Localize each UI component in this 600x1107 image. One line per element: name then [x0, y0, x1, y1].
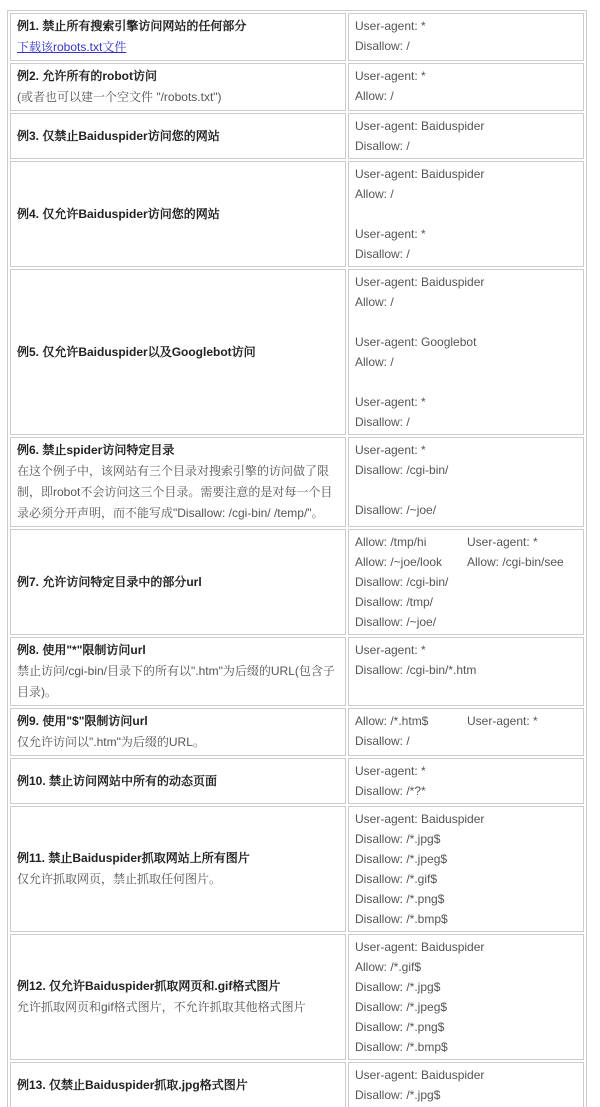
code-line: Disallow: /cgi-bin/*.htm — [355, 663, 477, 677]
table-row — [10, 63, 584, 111]
table-row — [10, 708, 584, 756]
code-line: Disallow: /*.png$ — [355, 892, 445, 906]
code-column — [355, 272, 484, 432]
table-row — [10, 529, 584, 635]
code-line: User-agent: * — [467, 535, 538, 549]
code-line: User-agent: Baiduspider — [355, 275, 485, 289]
code-line: Disallow: /~joe/ — [355, 615, 437, 629]
code-column — [355, 16, 426, 56]
code-line: Disallow: /*.jpeg$ — [355, 1000, 448, 1014]
code-line — [355, 480, 448, 500]
code-line: User-agent: Googlebot — [355, 335, 477, 349]
code-line: Disallow: / — [355, 139, 410, 153]
example-description-cell — [10, 437, 346, 527]
example-description-cell — [10, 13, 346, 61]
robots-txt-download-link[interactable]: 下载该robots.txt文件 — [17, 40, 127, 54]
code-columns — [355, 640, 577, 680]
code-line: User-agent: * — [355, 69, 426, 83]
example-description-cell — [10, 758, 346, 804]
code-line — [355, 312, 484, 332]
code-columns — [355, 440, 577, 520]
robots-code-cell — [348, 758, 584, 804]
example-description-cell — [10, 1062, 346, 1107]
code-columns — [355, 66, 577, 106]
code-column — [355, 440, 448, 520]
code-line: Disallow: / — [355, 39, 410, 53]
example-title: 例5. 仅允许Baiduspider以及Googlebot访问 — [17, 344, 256, 359]
code-columns — [355, 711, 577, 751]
table-row — [10, 1062, 584, 1107]
code-column — [355, 164, 484, 264]
robots-code-cell — [348, 113, 584, 159]
table-row — [10, 758, 584, 804]
code-line: Allow: / — [355, 295, 394, 309]
example-title: 例6. 禁止spider访问特定目录 — [17, 443, 175, 457]
robots-code-cell — [348, 63, 584, 111]
example-title: 例4. 仅允许Baiduspider访问您的网站 — [17, 206, 220, 221]
code-columns — [355, 1065, 577, 1105]
code-line: Allow: /cgi-bin/see — [467, 555, 564, 569]
example-note: (或者也可以建一个空文件 "/robots.txt") — [17, 90, 222, 104]
example-note: 禁止访问/cgi-bin/目录下的所有以".htm"为后缀的URL(包含子目录)。 — [17, 664, 335, 699]
code-line: Disallow: /cgi-bin/ — [355, 463, 449, 477]
code-column — [355, 1065, 484, 1105]
code-line: Disallow: /*.jpg$ — [355, 1088, 441, 1102]
robots-examples-table — [7, 10, 587, 1107]
table-row — [10, 437, 584, 527]
table-row — [10, 13, 584, 61]
code-line: User-agent: Baiduspider — [355, 167, 485, 181]
code-line: User-agent: * — [355, 227, 426, 241]
code-line: Disallow: /*.bmp$ — [355, 1040, 448, 1054]
code-line: User-agent: Baiduspider — [355, 940, 485, 954]
example-description-cell — [10, 269, 346, 435]
code-line: Disallow: /*?* — [355, 784, 426, 798]
example-description-cell — [10, 63, 346, 111]
example-title: 例13. 仅禁止Baiduspider抓取.jpg格式图片 — [17, 1077, 248, 1092]
code-columns — [355, 809, 577, 929]
code-line — [355, 204, 484, 224]
robots-code-cell — [348, 637, 584, 706]
robots-code-cell — [348, 437, 584, 527]
example-note: 仅允许访问以".htm"为后缀的URL。 — [17, 735, 205, 749]
example-title: 例12. 仅允许Baiduspider抓取网页和.gif格式图片 — [17, 979, 281, 993]
example-description-cell — [10, 161, 346, 267]
code-line: User-agent: Baiduspider — [355, 119, 485, 133]
example-title: 例9. 使用"$"限制访问url — [17, 714, 148, 728]
example-description-cell — [10, 708, 346, 756]
code-line: Disallow: / — [355, 247, 410, 261]
code-line: Disallow: /*.jpg$ — [355, 832, 441, 846]
example-title: 例3. 仅禁止Baiduspider访问您的网站 — [17, 128, 220, 143]
code-line: User-agent: * — [355, 764, 426, 778]
robots-code-cell — [348, 161, 584, 267]
example-description-cell — [10, 529, 346, 635]
robots-code-cell — [348, 269, 584, 435]
code-column — [355, 937, 484, 1057]
example-note: 仅允许抓取网页，禁止抓取任何图片。 — [17, 872, 222, 886]
table-row — [10, 637, 584, 706]
code-line: Disallow: / — [355, 415, 410, 429]
code-columns — [355, 164, 577, 264]
code-column — [355, 532, 467, 632]
code-column — [355, 116, 484, 156]
code-line: User-agent: * — [355, 395, 426, 409]
code-line: Allow: / — [355, 89, 394, 103]
example-title: 例11. 禁止Baiduspider抓取网站上所有图片 — [17, 851, 250, 865]
table-row — [10, 934, 584, 1060]
robots-code-cell — [348, 529, 584, 635]
example-note: 允许抓取网页和gif格式图片，不允许抓取其他格式图片 — [17, 1000, 306, 1014]
code-line: Disallow: /tmp/ — [355, 595, 434, 609]
example-title: 例10. 禁止访问网站中所有的动态页面 — [17, 773, 218, 788]
code-column — [355, 640, 476, 680]
code-column — [467, 711, 538, 731]
robots-code-cell — [348, 708, 584, 756]
code-column — [467, 532, 564, 572]
example-description-cell — [10, 934, 346, 1060]
code-line: Disallow: / — [355, 734, 410, 748]
code-line: User-agent: * — [355, 443, 426, 457]
code-line: Disallow: /~joe/ — [355, 503, 437, 517]
code-line: Disallow: /*.jpg$ — [355, 980, 441, 994]
example-note: 在这个例子中，该网站有三个目录对搜索引擎的访问做了限制，即robot不会访问这三个目录。需要注意的是对每一个目录必须分开声明，而不能写成"Disallow: /cgi-bin/ /temp/"。 — [17, 464, 333, 520]
examples-table-body — [10, 13, 584, 1107]
table-row — [10, 806, 584, 932]
code-column — [355, 711, 467, 751]
code-line: Disallow: /cgi-bin/ — [355, 575, 449, 589]
code-line: User-agent: Baiduspider — [355, 1068, 485, 1082]
code-column — [355, 66, 426, 106]
code-line: User-agent: * — [355, 643, 426, 657]
code-line: Allow: /*.gif$ — [355, 960, 422, 974]
example-title: 例2. 允许所有的robot访问 — [17, 69, 157, 83]
code-column — [355, 761, 426, 801]
code-column — [355, 809, 484, 929]
code-line: Allow: / — [355, 187, 394, 201]
robots-code-cell — [348, 934, 584, 1060]
code-columns — [355, 937, 577, 1057]
table-row — [10, 113, 584, 159]
code-line — [355, 372, 484, 392]
code-line: Disallow: /*.jpeg$ — [355, 852, 448, 866]
code-line: User-agent: Baiduspider — [355, 812, 485, 826]
example-title: 例7. 允许访问特定目录中的部分url — [17, 574, 202, 589]
code-line: Disallow: /*.gif$ — [355, 872, 438, 886]
table-row — [10, 161, 584, 267]
example-description-cell — [10, 637, 346, 706]
code-line: User-agent: * — [355, 19, 426, 33]
code-columns — [355, 272, 577, 432]
example-description-cell — [10, 806, 346, 932]
code-line: Disallow: /*.bmp$ — [355, 912, 448, 926]
code-line: Allow: /~joe/look — [355, 555, 443, 569]
code-line: Allow: /*.htm$ — [355, 714, 429, 728]
example-title: 例1. 禁止所有搜索引擎访问网站的任何部分 — [17, 19, 247, 33]
code-columns — [355, 532, 577, 632]
code-columns — [355, 16, 577, 56]
robots-code-cell — [348, 13, 584, 61]
example-description-cell — [10, 113, 346, 159]
robots-code-cell — [348, 1062, 584, 1107]
table-row — [10, 269, 584, 435]
code-line: Disallow: /*.png$ — [355, 1020, 445, 1034]
example-title: 例8. 使用"*"限制访问url — [17, 643, 146, 657]
robots-code-cell — [348, 806, 584, 932]
code-line: User-agent: * — [467, 714, 538, 728]
code-columns — [355, 761, 577, 801]
code-line: Allow: / — [355, 355, 394, 369]
code-line: Allow: /tmp/hi — [355, 535, 427, 549]
code-columns — [355, 116, 577, 156]
